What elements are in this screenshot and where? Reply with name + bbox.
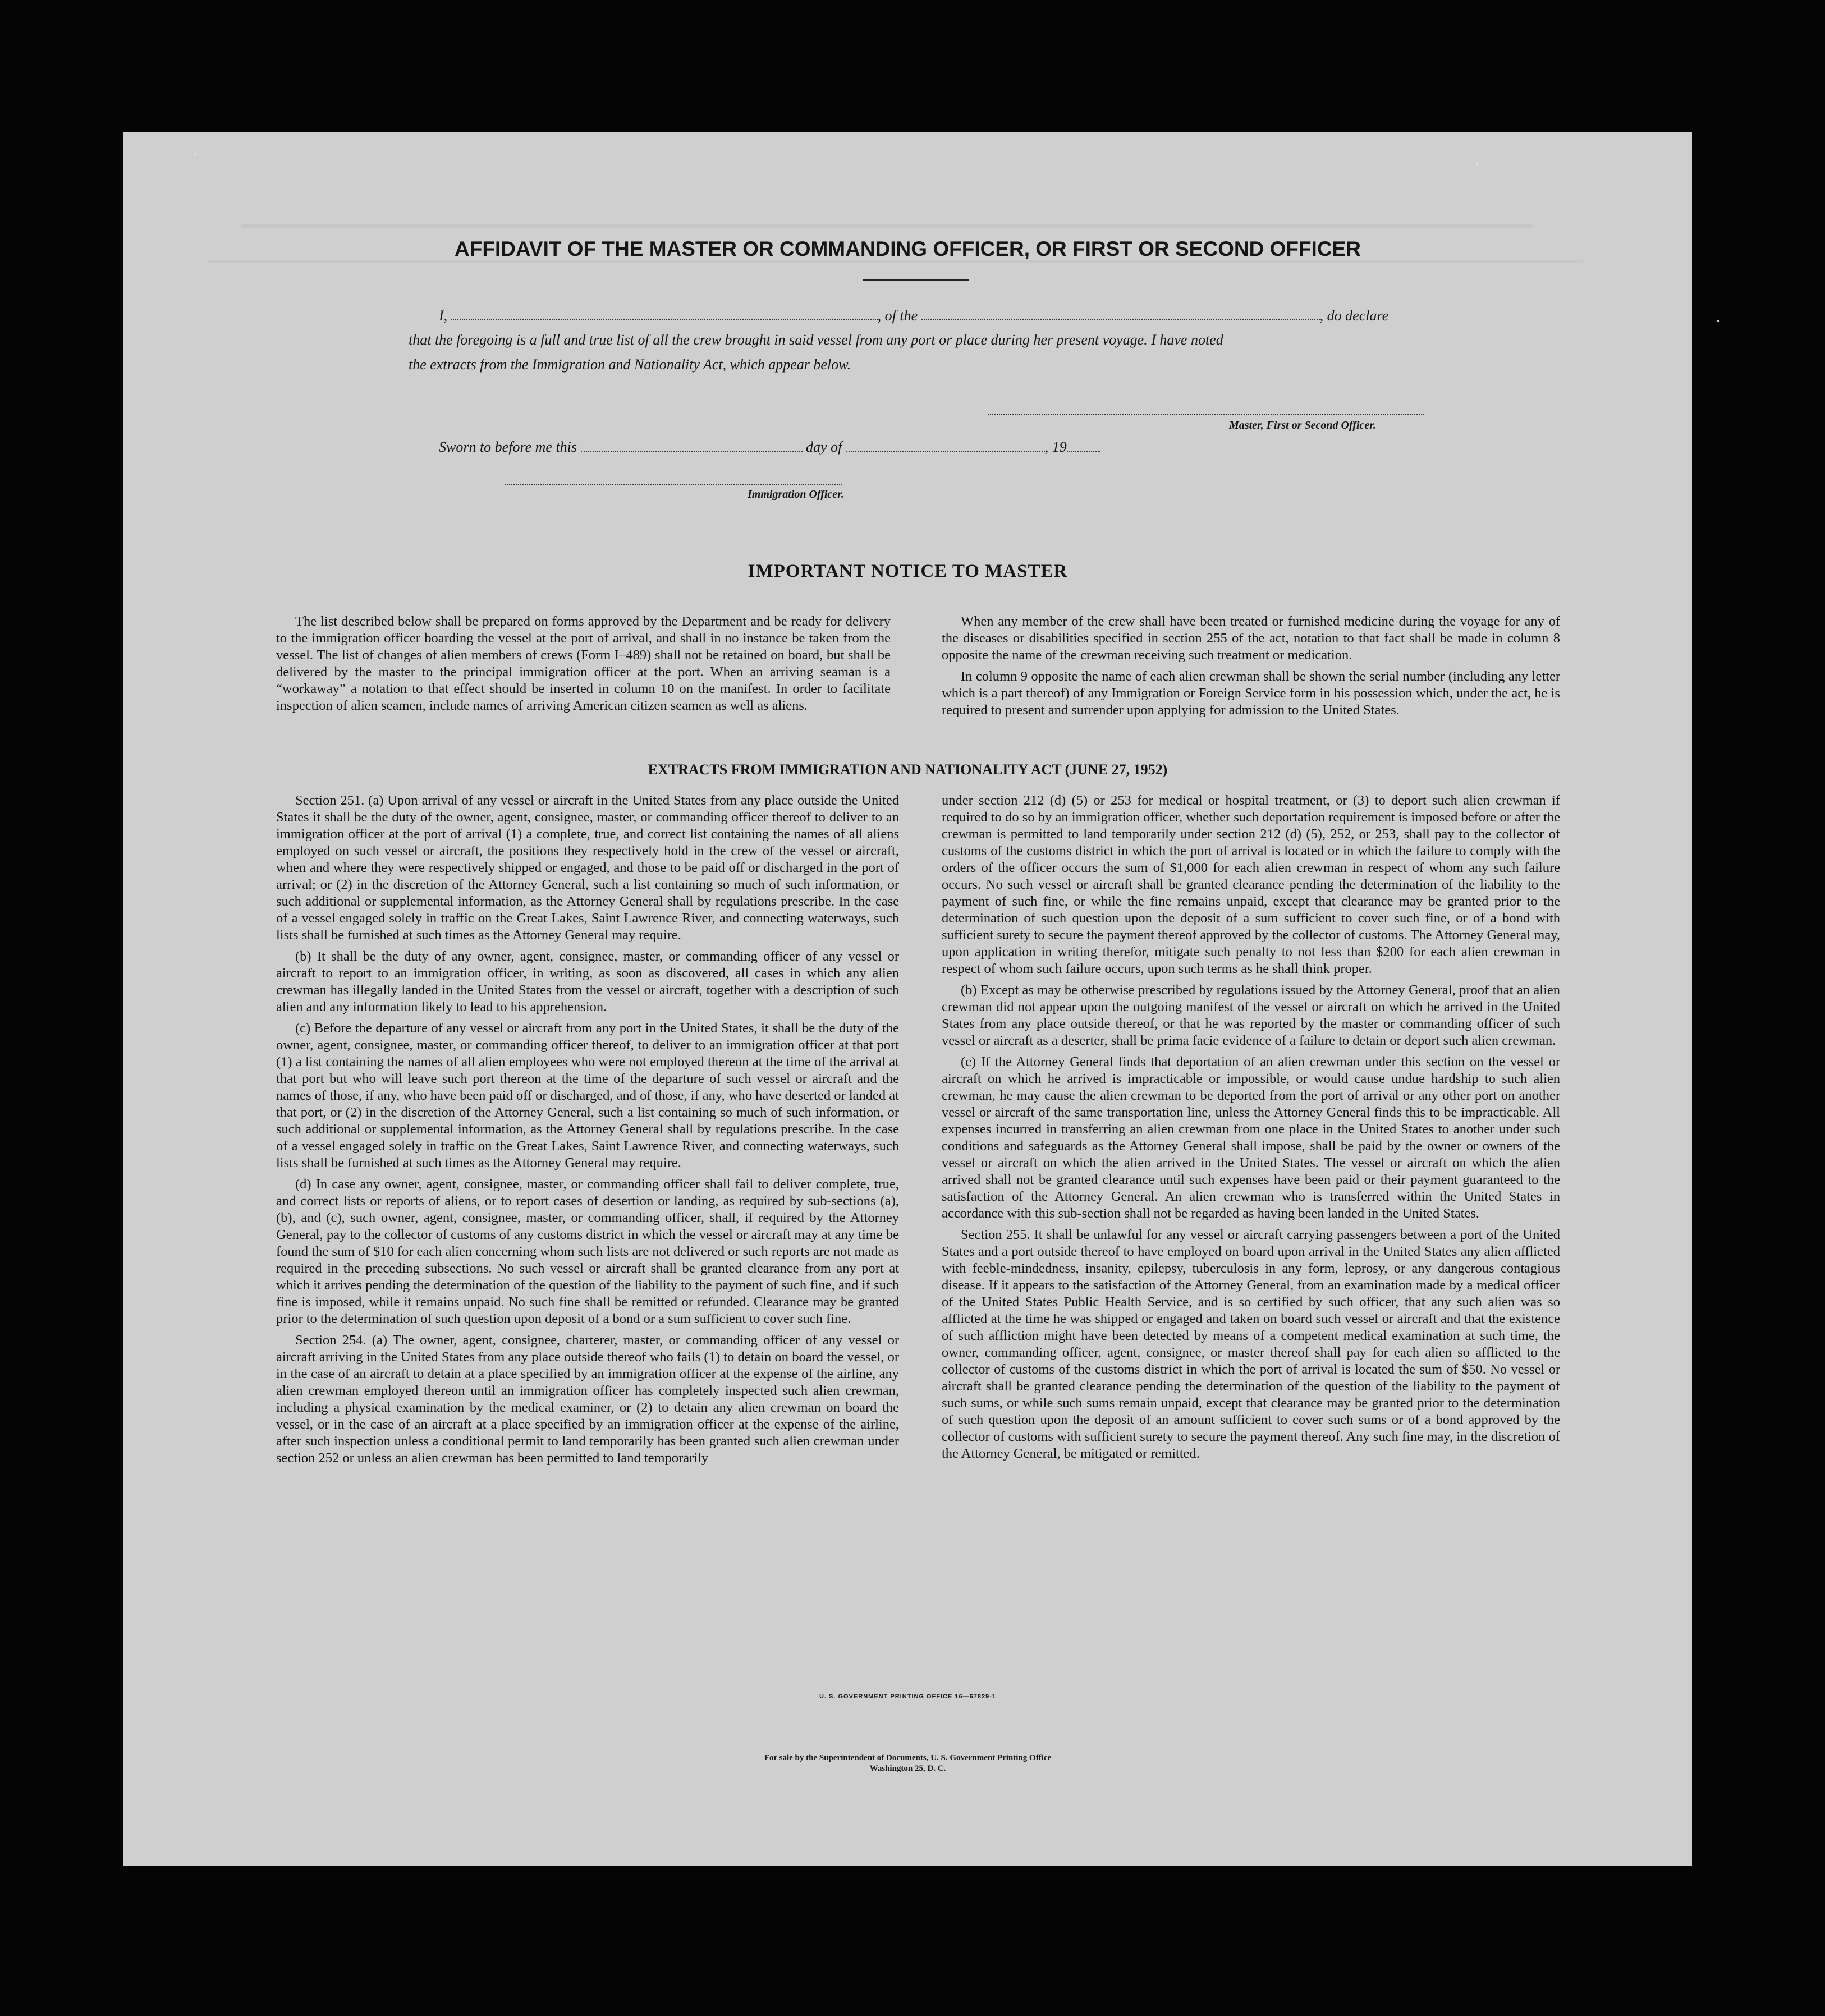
sworn-day-field[interactable] [581, 438, 803, 452]
notice-right-paragraph-1: When any member of the crew shall have been treated or furnished medicine during the voyage for any of the diseases or disabilities specified in section 255 of the act, notation to that fact shall be made in column 8 opposite the name of the crewman receiving such treatment or medication. [942, 614, 1560, 663]
notice-title: IMPORTANT NOTICE TO MASTER [748, 561, 1068, 581]
scan-speck [1476, 163, 1479, 166]
declaration-i-label: I, [439, 307, 448, 324]
immigration-signature-label: Immigration Officer. [748, 488, 844, 500]
vessel-name-field[interactable] [921, 307, 1320, 320]
sworn-year-label: , 19 [1044, 439, 1067, 455]
extracts-title: EXTRACTS FROM IMMIGRATION AND NATIONALITY ACT (JUNE 27, 1952) [648, 761, 1168, 778]
declaration-line-3: the extracts from the Immigration and Nationality Act, which appear below. [409, 356, 851, 373]
declaration-of-the: , of the [877, 307, 918, 324]
scan-speck [1717, 320, 1719, 322]
sale-notice-line-2: Washington 25, D. C. [869, 1764, 946, 1773]
sworn-prefix: Sworn to before me this [439, 439, 577, 455]
notice-right-column [942, 613, 1560, 723]
section-251-c: (c) Before the departure of any vessel or aircraft from any port in the United States, it shall be the duty of the owner, agent, consignee, master, or commanding officer thereof, to deliver to an immigration officer at that port (1) a list containing the names of all alien employees who were not employed thereon at the time of the arrival at that port but who will leave such port thereon at the time of the departure of such vessel or aircraft and the names of those, if any, who have been paid off or discharged, and of those, if any, who have deserted or landed at that port, or (2) in the discretion of the Attorney General, such a list containing so much of such information, or such additional or supplemental information, as the Attorney General shall by regulations prescribe. In the case of a vessel engaged solely in traffic on the Great Lakes, Saint Lawrence River, and connecting waterways, such lists shall be furnished at such times as the Attorney General may require. [276, 1021, 899, 1170]
scan-speck [1676, 191, 1678, 193]
section-254-c: (c) If the Attorney General finds that deportation of an alien crewman under this section on the vessel or aircraft on which he arrived is impracticable or impossible, or would cause undue hardship to such alien crewman, he may cause the alien crewman to be deported from the port of arrival or any other port on another vessel or aircraft of the same transportation line, unless the Attorney General finds this to be impracticable. All expenses incurred in transferring an alien crewman from one place in the United States to another under such conditions and safeguards as the Attorney General shall impose, shall be paid by the owner or owners of the vessel or aircraft on which the alien arrived in the United States. The vessel or aircraft on which the alien arrived shall not be granted clearance until such expenses have been paid or their payment guaranteed to the satisfaction of the Attorney General. An alien crewman who is transferred within the United States in accordance with this sub-section shall not be regarded as having been landed in the United States. [942, 1054, 1560, 1221]
sale-notice-line-1: For sale by the Superintendent of Documents, U. S. Government Printing Office [764, 1753, 1052, 1762]
master-signature-line[interactable] [988, 414, 1424, 415]
declaration-line-1 [439, 307, 1388, 324]
extracts-right-column [942, 792, 1560, 1467]
extracts-left-column [276, 792, 899, 1471]
notice-left-paragraph: The list described below shall be prepared on forms approved by the Department and be ready for delivery to the immigration officer boarding the vessel at the port of arrival, and shall in no instance be taken from the vessel. The list of changes of alien members of crews (Form I–489) shall not be retained on board, but shall be delivered by the master to the principal immigration officer at the port. When an arriving seaman is a “workaway” a notation to that effect should be inserted in column 10 on the manifest. In order to facilitate inspection of alien seamen, include names of arriving American citizen seamen as well as aliens. [276, 614, 891, 713]
section-254-b: (b) Except as may be otherwise prescribed by regulations issued by the Attorney General, proof that an alien crewman did not appear upon the outgoing manifest of the vessel or aircraft on which he arrived in the United States from any place outside thereof, or that he was reported by the master or commanding officer of such vessel or aircraft as a deserter, shall be prima facie evidence of a failure to detain or deport such alien crewman. [942, 982, 1560, 1048]
sale-notice [123, 1753, 1692, 1774]
gpo-imprint: U. S. GOVERNMENT PRINTING OFFICE 16—67829-1 [819, 1693, 996, 1700]
scan-speck [194, 153, 196, 156]
affidavit-title: AFFIDAVIT OF THE MASTER OR COMMANDING OFFICER, OR FIRST OR SECOND OFFICER [455, 237, 1361, 260]
section-255: Section 255. It shall be unlawful for any vessel or aircraft carrying passengers between a port of the United States and a port outside thereof to have employed on board upon arrival in the United States any alien afflicted with feeble-mindedness, insanity, epilepsy, tuberculosis in any form, leprosy, or any dangerous contagious disease. If it appears to the satisfaction of the Attorney General, from an examination made by a medical officer of the United States Public Health Service, and is so certified by such officer, that any such alien was so afflicted at the time he was shipped or engaged and taken on board such vessel or aircraft and that the existence of such affliction might have been detected by means of a competent medical examination at such time, the owner, commanding officer, agent, consignee, or master thereof shall pay for each alien so afflicted to the collector of customs of the customs district in which the port of arrival is located the sum of $50. No vessel or aircraft shall be granted clearance pending the determination of the question of the liability to the payment of such sums, or while such sums remain unpaid, except that clearance may be granted prior to the determination of such question upon the deposit of an amount sufficient to cover such sums or of a bond approved by the collector of customs with sufficient surety to secure the payment thereof. Any such fine may, in the discretion of the Attorney General, be mitigated or remitted. [942, 1227, 1560, 1461]
section-251-a: Section 251. (a) Upon arrival of any vessel or aircraft in the United States from any place outside the United States it shall be the duty of the owner, agent, consignee, master, or commanding officer thereof to deliver to an immigration officer at the port of arrival (1) a complete, true, and correct list containing the names of all aliens employed on such vessel or aircraft, the positions they respectively hold in the crew of the vessel or aircraft, when and where they were respectively shipped or engaged, and those to be paid off or discharged in the port of arrival; or (2) in the discretion of the Attorney General, such a list containing so much of such information, or such additional or supplemental information, as the Attorney General shall by regulations prescribe. In the case of a vessel engaged solely in traffic on the Great Lakes, Saint Lawrence River, and connecting waterways, such lists shall be furnished at such times as the Attorney General may require. [276, 793, 899, 943]
section-254-a-continued: under section 212 (d) (5) or 253 for medical or hospital treatment, or (3) to deport such alien crewman if required to do so by an immigration officer, whether such deportation requirement is imposed before or after the crewman is permitted to land temporarily under section 212 (d) (5), 252, or 253, shall pay to the collector of customs of the customs district in which the port of arrival is located or in which the failure to comply with the orders of the officer occurs the sum of $1,000 for each alien crewman in respect of whom any such failure occurs. No such vessel or aircraft shall be granted clearance pending the determination of the liability to the payment of such fine, or while the fine remains unpaid, except that clearance may be granted prior to the determination of such question upon the deposit of a sum sufficient to cover such fine, or of a bond with sufficient surety to secure the payment thereof approved by the collector of customs. The Attorney General may, upon application in writing therefor, mitigate such penalty to not less than $200 for each alien crewman in respect of whom such failure occurs, upon such terms as he shall think proper. [942, 793, 1560, 976]
section-254-a: Section 254. (a) The owner, agent, consignee, charterer, master, or commanding officer of any vessel or aircraft arriving in the United States from any place outside thereof who fails (1) to detain on board the vessel, or in the case of an aircraft to detain at a place specified by an immigration officer at the expense of the airline, any alien crewman employed thereon until an immigration officer has completely inspected such alien crewman, including a physical examination by the medical examiner, or (2) to detain any alien crewman on board the vessel, or in the case of an aircraft at a place specified by an immigration officer at the expense of the airline, after such inspection unless a conditional permit to land temporarily has been granted such alien crewman under section 252 or unless an alien crewman has been permitted to land temporarily [276, 1333, 899, 1466]
immigration-signature-line[interactable] [505, 484, 842, 485]
sworn-line [439, 438, 1100, 456]
declarant-name-field[interactable] [451, 307, 878, 320]
section-251-b: (b) It shall be the duty of any owner, agent, consignee, master, or commanding officer of any vessel or aircraft to report to an immigration officer, in writing, as soon as discovered, all cases in which any alien crewman has illegally landed in the United States from the vessel or aircraft, together with a description of such alien and any information likely to lead to his apprehension. [276, 949, 899, 1014]
master-signature-label: Master, First or Second Officer. [1229, 419, 1376, 431]
sworn-year-field[interactable] [1067, 438, 1100, 452]
declaration-do-declare: , do declare [1319, 307, 1389, 324]
sworn-day-of: day of [806, 439, 842, 455]
title-underline [863, 279, 969, 281]
sworn-month-field[interactable] [846, 438, 1045, 452]
notice-right-paragraph-2: In column 9 opposite the name of each alien crewman shall be shown the serial number (including any letter which is a part thereof) of any Immigration or Foreign Service form in his possession which, under the act, he is required to present and surrender upon applying for admission to the United States. [942, 669, 1560, 718]
form-sheet [123, 132, 1692, 1866]
notice-left-column [276, 613, 891, 719]
declaration-line-2: that the foregoing is a full and true list of all the crew brought in said vessel from any port or place during her present voyage. I have noted [409, 332, 1223, 348]
section-251-d: (d) In case any owner, agent, consignee, master, or commanding officer shall fail to deliver complete, true, and correct lists or reports of aliens, or to report cases of desertion or landing, as required by sub-sections (a), (b), and (c), such owner, agent, consignee, master, or commanding officer, shall, if required by the Attorney General, pay to the collector of customs of any customs district in which the vessel or aircraft may at any time be found the sum of $10 for each alien concerning whom such lists are not delivered or such reports are not made as required in the preceding subsections. No such vessel or aircraft shall be granted clearance from any port at which it arrives pending the determination of the question of the liability to the payment of such fine, and if such fine is imposed, while it remains unpaid. No such fine shall be remitted or refunded. Clearance may be granted prior to the determination of such question upon deposit of a bond or a sum sufficient to cover such fine. [276, 1177, 899, 1326]
